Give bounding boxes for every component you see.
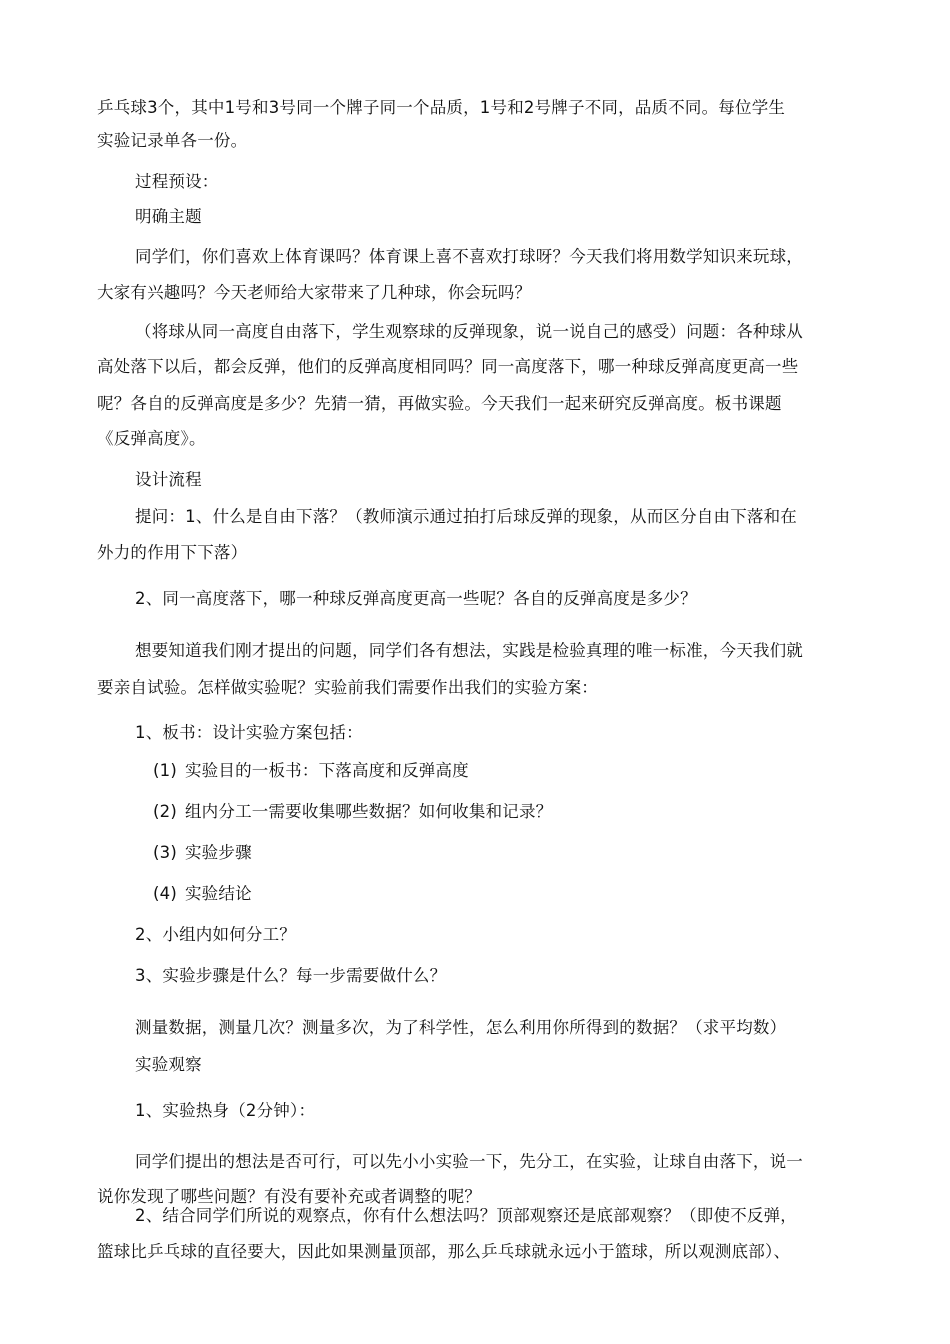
paragraph-line: 同学们，你们喜欢上体育课吗？体育课上喜不喜欢打球呀？今天我们将用数学知识来玩球， <box>135 247 803 266</box>
paragraph-line: 高处落下以后，都会反弹，他们的反弹高度相同吗？同一高度落下，哪一种球反弹高度更高一些 <box>97 357 799 376</box>
paragraph-line: 大家有兴趣吗？今天老师给大家带来了几种球，你会玩吗？ <box>97 283 532 302</box>
paragraph-line: 外力的作用下下落） <box>97 543 248 562</box>
paragraph-line: （将球从同一高度自由落下，学生观察球的反弹现象，说一说自己的感受）问题：各种球从 <box>135 322 803 341</box>
numbered-list-item <box>153 842 252 864</box>
list-item: 3、实验步骤是什么？每一步需要做什么？ <box>135 966 447 985</box>
list-marker: (3) <box>153 843 177 862</box>
paragraph-line: 2、结合同学们所说的观察点，你有什么想法吗？顶部观察还是底部观察？（即使不反弹， <box>135 1206 797 1225</box>
section-heading: 明确主题 <box>135 207 202 226</box>
list-item-text: 实验结论 <box>184 884 252 903</box>
paragraph-line: 呢？各自的反弹高度是多少？先猜一猜，再做实验。今天我们一起来研究反弹高度。板书课题 <box>97 394 782 413</box>
list-item-text: 实验步骤 <box>184 843 252 862</box>
paragraph-line: 实验记录单各一份。 <box>97 131 248 150</box>
paragraph-line: 想要知道我们刚才提出的问题，同学们各有想法，实践是检验真理的唯一标准，今天我们就 <box>135 641 803 660</box>
list-item: 2、小组内如何分工？ <box>135 925 296 944</box>
numbered-list-item <box>153 760 469 782</box>
paragraph-line: 测量数据，测量几次？测量多次，为了科学性，怎么利用你所得到的数据？（求平均数） <box>135 1018 787 1037</box>
numbered-list-item <box>153 801 552 823</box>
list-item: 1、实验热身（2分钟）： <box>135 1101 316 1120</box>
paragraph-line: 篮球比乒乓球的直径要大，因此如果测量顶部，那么乒乓球就永远小于篮球，所以观测底部）、 <box>97 1242 791 1261</box>
paragraph-line: 2、同一高度落下，哪一种球反弹高度更高一些呢？各自的反弹高度是多少？ <box>135 589 697 608</box>
numbered-list-item <box>153 883 252 905</box>
list-item-text: 实验目的一板书：下落高度和反弹高度 <box>184 761 469 780</box>
list-marker: (1) <box>153 761 177 780</box>
section-heading: 设计流程 <box>135 470 202 489</box>
section-heading: 实验观察 <box>135 1055 202 1074</box>
paragraph-line: 同学们提出的想法是否可行，可以先小小实验一下，先分工，在实验，让球自由落下，说一 <box>135 1152 803 1171</box>
section-label: 过程预设： <box>135 172 219 191</box>
list-marker: (4) <box>153 884 177 903</box>
paragraph-line: 要亲自试验。怎样做实验呢？实验前我们需要作出我们的实验方案： <box>97 678 598 697</box>
list-item-text: 组内分工一需要收集哪些数据？如何收集和记录？ <box>184 802 553 821</box>
paragraph-line: 《反弹高度》。 <box>97 429 206 448</box>
list-marker: (2) <box>153 802 177 821</box>
paragraph-line: 说你发现了哪些问题？有没有要补充或者调整的呢？ <box>97 1187 482 1206</box>
paragraph-line: 乒乓球3个，其中1号和3号同一个牌子同一个品质，1号和2号牌子不同，品质不同。每位学生 <box>97 98 786 117</box>
list-item: 1、板书：设计实验方案包括： <box>135 723 363 742</box>
paragraph-line: 提问：1、什么是自由下落？（教师演示通过拍打后球反弹的现象，从而区分自由下落和在 <box>135 507 797 526</box>
